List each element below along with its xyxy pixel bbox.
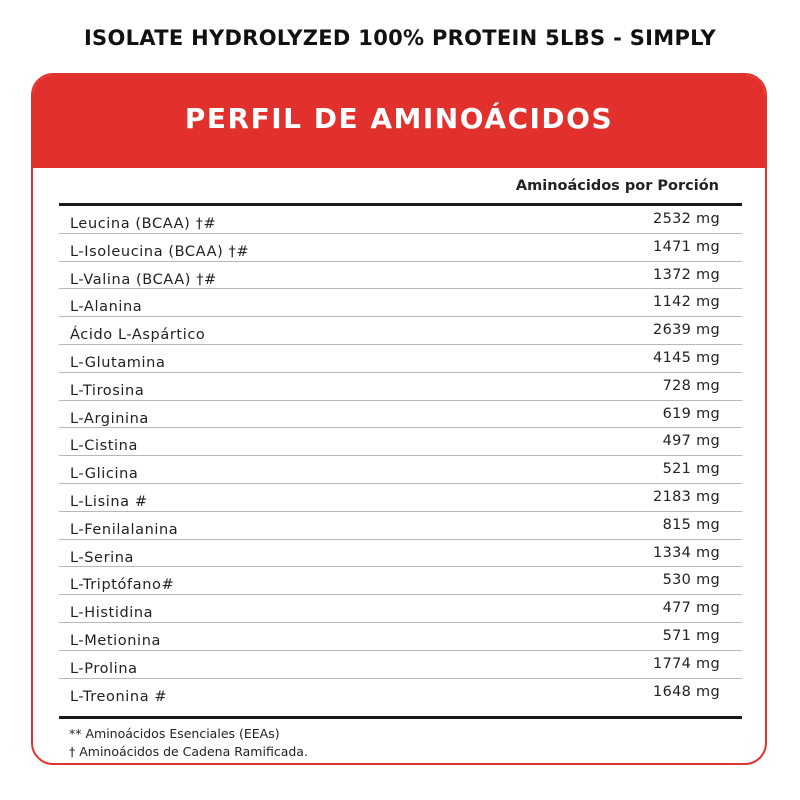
amino-acid-name: L-Metionina — [70, 632, 161, 649]
amino-acid-name: L-Glicina — [70, 466, 139, 483]
amino-acid-name: L-Tirosina — [70, 382, 145, 399]
table-row — [59, 262, 742, 290]
amino-acid-amount: 2639 mg — [653, 322, 720, 339]
amino-acid-amount: 521 mg — [662, 461, 720, 478]
amino-acid-amount: 728 mg — [662, 377, 720, 394]
table-row — [59, 401, 742, 429]
amino-acid-amount: 1774 mg — [653, 655, 720, 672]
footnotes — [69, 725, 308, 761]
amino-acid-name: Leucina (BCAA) †# — [70, 216, 217, 232]
footnote-bcaa: † Aminoácidos de Cadena Ramificada. — [69, 744, 308, 759]
table-row — [59, 317, 742, 345]
table-row — [59, 679, 742, 707]
footnote-essential: ** Aminoácidos Esenciales (EEAs) — [69, 726, 280, 741]
amino-acid-name: L-Cistina — [70, 438, 138, 455]
table-row — [59, 373, 742, 401]
table-row — [59, 484, 742, 512]
amino-acid-amount: 497 mg — [662, 433, 720, 450]
amino-acid-name: L-Fenilalanina — [70, 521, 179, 538]
amino-acid-name: L-Serina — [70, 549, 135, 566]
table-row — [59, 345, 742, 373]
amino-acid-amount: 815 mg — [662, 516, 720, 533]
amino-acid-name: L-Prolina — [70, 660, 138, 677]
amino-acid-name: L-Glutamina — [70, 354, 166, 371]
amino-acid-amount: 1372 mg — [653, 266, 720, 283]
table-row — [59, 206, 742, 234]
panel-heading: PERFIL DE AMINOÁCIDOS — [184, 102, 614, 135]
table-row — [59, 289, 742, 317]
table-row — [59, 595, 742, 623]
table-bottom-rule — [59, 716, 742, 719]
column-header-amount: Aminoácidos por Porción — [515, 178, 719, 194]
amino-acid-name: L-Histidina — [70, 605, 154, 622]
page-title: ISOLATE HYDROLYZED 100% PROTEIN 5LBS - SIMPLY — [83, 26, 717, 50]
amino-acid-name: L-Alanina — [70, 299, 143, 316]
panel-header — [33, 75, 765, 168]
amino-acid-profile-panel — [31, 73, 767, 765]
amino-acid-name: L-Arginina — [70, 410, 149, 427]
amino-acid-amount: 530 mg — [662, 572, 720, 589]
table-row — [59, 540, 742, 568]
amino-acid-amount: 1471 mg — [653, 238, 720, 255]
amino-acid-name: Ácido L-Aspártico — [70, 327, 206, 344]
amino-acid-amount: 1648 mg — [653, 683, 720, 700]
amino-acid-amount: 4145 mg — [653, 349, 720, 366]
table-row — [59, 651, 742, 679]
amino-acid-amount: 571 mg — [662, 627, 720, 644]
amino-acid-name: L-Valina (BCAA) †# — [70, 271, 217, 288]
amino-acid-amount: 2183 mg — [653, 488, 720, 505]
amino-acid-name: L-Lisina # — [70, 493, 148, 510]
table-row — [59, 512, 742, 540]
amino-acid-name: L-Treonina # — [70, 688, 168, 705]
table-row — [59, 428, 742, 456]
table-row — [59, 456, 742, 484]
amino-acid-amount: 2532 mg — [653, 211, 720, 227]
amino-acid-amount: 477 mg — [662, 600, 720, 617]
amino-acid-table — [59, 206, 742, 706]
amino-acid-name: L-Triptófano# — [70, 577, 175, 594]
amino-acid-name: L-Isoleucina (BCAA) †# — [70, 243, 250, 260]
table-row — [59, 623, 742, 651]
table-row — [59, 567, 742, 595]
amino-acid-amount: 1142 mg — [653, 294, 720, 311]
amino-acid-amount: 619 mg — [662, 405, 720, 422]
amino-acid-amount: 1334 mg — [653, 544, 720, 561]
table-row — [59, 234, 742, 262]
